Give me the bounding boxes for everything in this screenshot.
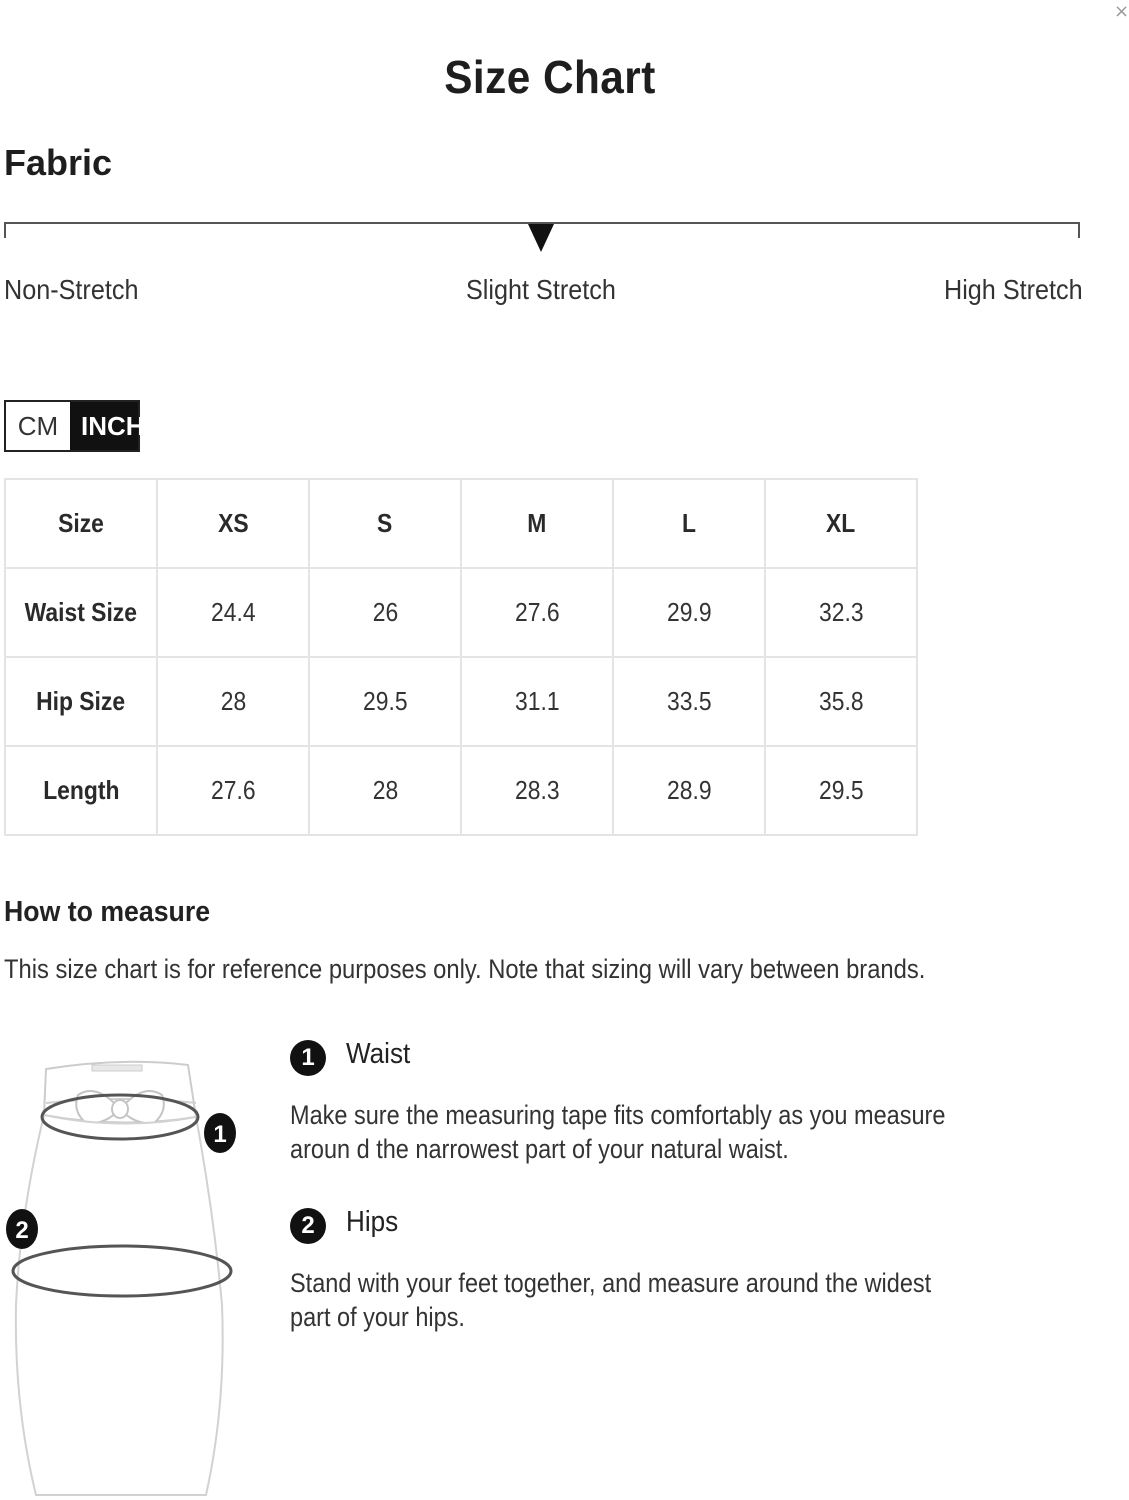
header-xs: XS (217, 508, 249, 538)
table-header-cell (5, 479, 157, 568)
table-cell (613, 657, 765, 746)
stretch-label-high: High Stretch (944, 274, 1083, 305)
stretch-scale (4, 222, 1080, 242)
header-size: Size (58, 508, 104, 538)
table-value: 24.4 (210, 597, 256, 627)
svg-text:2: 2 (15, 1217, 29, 1244)
page-title: Size Chart (444, 51, 656, 103)
table-row (5, 568, 917, 657)
table-row (5, 657, 917, 746)
table-header-cell (765, 479, 917, 568)
header-xl: XL (826, 508, 856, 538)
table-header-cell (157, 479, 309, 568)
row-label-length: Length (42, 775, 120, 805)
table-value: 29.5 (818, 775, 864, 805)
table-cell (461, 657, 613, 746)
table-row (5, 746, 917, 835)
table-value: 29.9 (666, 597, 712, 627)
hip-marker-icon (6, 1209, 38, 1249)
table-value: 28 (372, 775, 398, 805)
unit-option-inch[interactable]: INCH (70, 402, 138, 450)
table-cell (309, 568, 461, 657)
step-number-badge: 2 (290, 1208, 326, 1244)
stretch-scale-tick-right (1078, 222, 1080, 238)
table-value: 32.3 (818, 597, 864, 627)
table-value: 28.3 (514, 775, 560, 805)
table-header-row (5, 479, 917, 568)
table-cell (309, 746, 461, 835)
table-cell (157, 746, 309, 835)
step-title-hips: Hips (346, 1206, 399, 1238)
fabric-heading: Fabric (4, 142, 113, 183)
table-cell (309, 657, 461, 746)
table-cell (157, 657, 309, 746)
how-to-measure-heading: How to measure (4, 896, 211, 928)
svg-text:1: 1 (213, 1121, 227, 1148)
row-label-hip: Hip Size (36, 686, 126, 716)
stretch-scale-tick-left (4, 222, 6, 238)
table-cell (461, 746, 613, 835)
table-value: 27.6 (514, 597, 560, 627)
stretch-label-slight: Slight Stretch (466, 274, 616, 305)
table-value: 28 (220, 686, 246, 716)
table-value: 35.8 (818, 686, 864, 716)
waistband-tag (92, 1065, 142, 1071)
table-cell (157, 568, 309, 657)
row-label-waist: Waist Size (24, 597, 138, 627)
table-cell (5, 657, 157, 746)
stretch-marker-icon (528, 224, 554, 252)
table-header-cell (309, 479, 461, 568)
step-description-hips: Stand with your feet together, and measure around the widest part of your hips. (290, 1268, 932, 1332)
size-table (4, 478, 918, 836)
step-number-badge: 1 (290, 1040, 326, 1076)
table-header-cell (461, 479, 613, 568)
table-value: 31.1 (514, 686, 560, 716)
table-cell (5, 568, 157, 657)
table-value: 27.6 (210, 775, 256, 805)
table-cell (765, 657, 917, 746)
header-l: L (682, 508, 696, 538)
table-value: 28.9 (666, 775, 712, 805)
table-cell (613, 568, 765, 657)
skirt-illustration (0, 1055, 250, 1500)
stretch-label-non: Non-Stretch (4, 274, 139, 305)
table-header-cell (613, 479, 765, 568)
waist-marker-icon (204, 1113, 236, 1153)
table-value: 33.5 (666, 686, 712, 716)
step-description-waist: Make sure the measuring tape fits comfortably as you measure aroun d the narrowest part of your natural waist. (290, 1100, 946, 1164)
unit-option-cm[interactable]: CM (6, 402, 70, 450)
table-cell (613, 746, 765, 835)
reference-note: This size chart is for reference purposes only. Note that sizing will vary between brands. (4, 954, 926, 984)
table-cell (765, 568, 917, 657)
table-cell (5, 746, 157, 835)
table-value: 26 (372, 597, 398, 627)
header-s: S (377, 508, 393, 538)
close-icon[interactable]: × (1114, 1, 1129, 22)
unit-toggle (4, 400, 145, 452)
table-cell (765, 746, 917, 835)
step-title-waist: Waist (346, 1038, 411, 1070)
skirt-body-shape (16, 1115, 223, 1495)
header-m: M (527, 508, 547, 538)
table-cell (461, 568, 613, 657)
table-value: 29.5 (362, 686, 408, 716)
